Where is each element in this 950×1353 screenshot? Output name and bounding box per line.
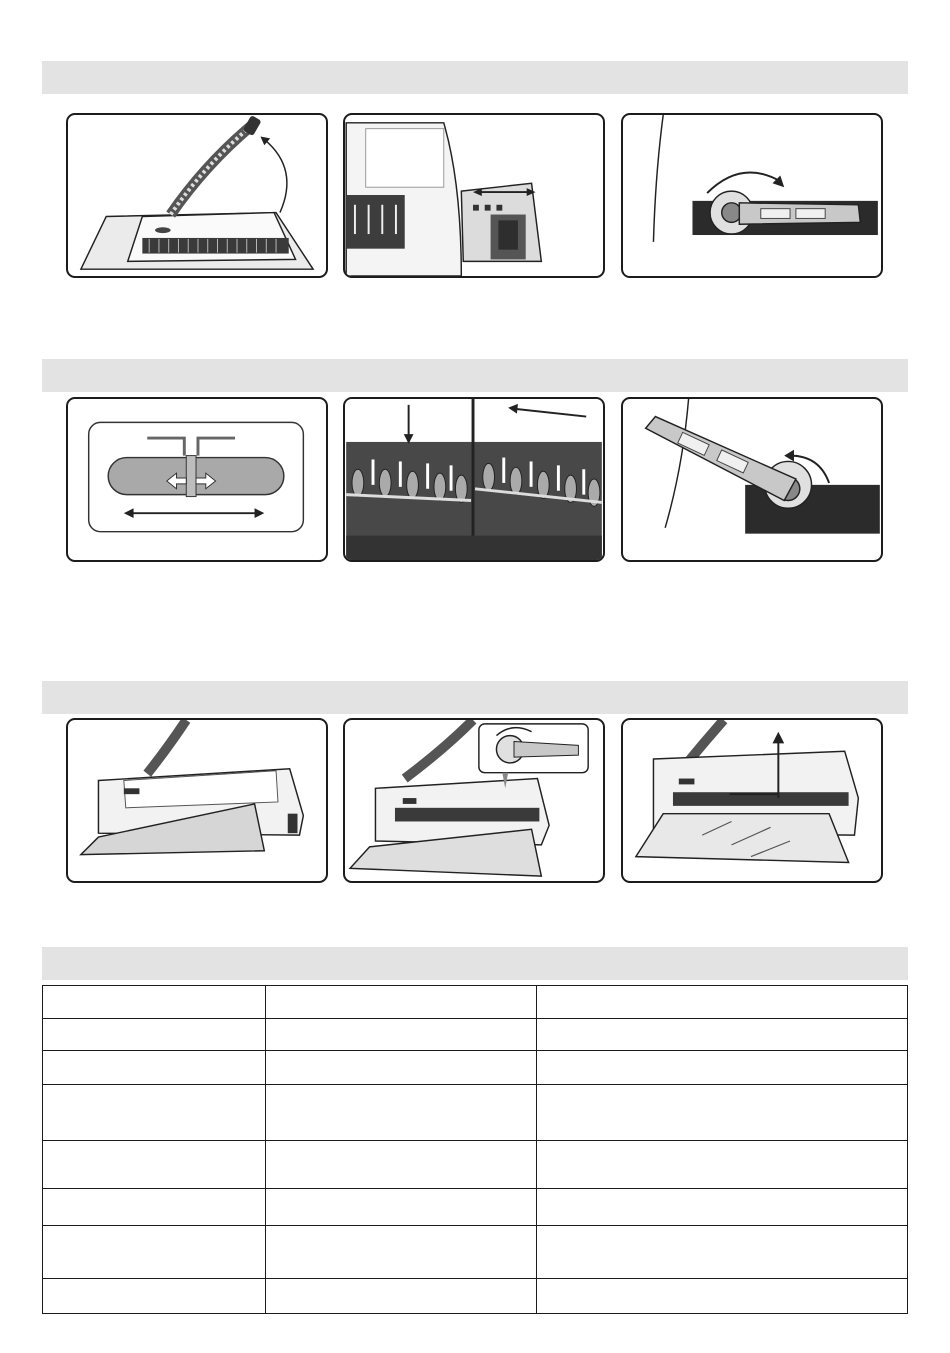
table-cell (537, 1085, 908, 1141)
table-cell (265, 1226, 537, 1279)
table-row (43, 1085, 908, 1141)
section-header-bar-4 (42, 947, 908, 980)
table-cell (265, 1141, 537, 1189)
table-cell (265, 1279, 537, 1314)
table-row (43, 1019, 908, 1051)
table-cell (265, 1189, 537, 1226)
table-cell (537, 1141, 908, 1189)
table-cell (43, 1085, 266, 1141)
table-cell (265, 986, 537, 1019)
table-cell (265, 1085, 537, 1141)
table-cell (537, 1051, 908, 1085)
table-cell (537, 1279, 908, 1314)
illustration-rotate-handle-close (621, 397, 883, 562)
table-cell (43, 986, 266, 1019)
table-cell (43, 1051, 266, 1085)
table-cell (43, 1279, 266, 1314)
table-row (43, 1189, 908, 1226)
illustration-insert-paper (66, 718, 328, 883)
table-cell (537, 1189, 908, 1226)
table-cell (537, 1226, 908, 1279)
illustration-adjust-guide (343, 113, 605, 278)
illustration-lift-handle (66, 113, 328, 278)
section-header-bar-2 (42, 359, 908, 392)
illustration-remove-document (621, 718, 883, 883)
table-cell (43, 1141, 266, 1189)
table-cell (43, 1226, 266, 1279)
illustration-rotate-handle-open (621, 113, 883, 278)
table-row (43, 1141, 908, 1189)
illustration-size-selector (66, 397, 328, 562)
table-cell (43, 1019, 266, 1051)
table-row (43, 986, 908, 1019)
table-cell (43, 1189, 266, 1226)
illustration-punch-paper (343, 718, 605, 883)
table-row (43, 1051, 908, 1085)
table-cell (537, 986, 908, 1019)
table-row (43, 1226, 908, 1279)
section-header-bar-1 (42, 61, 908, 94)
spec-table (42, 985, 908, 1314)
table-cell (265, 1051, 537, 1085)
table-row (43, 1279, 908, 1314)
illustration-insert-comb (343, 397, 605, 562)
table-cell (537, 1019, 908, 1051)
table-cell (265, 1019, 537, 1051)
section-header-bar-3 (42, 681, 908, 714)
